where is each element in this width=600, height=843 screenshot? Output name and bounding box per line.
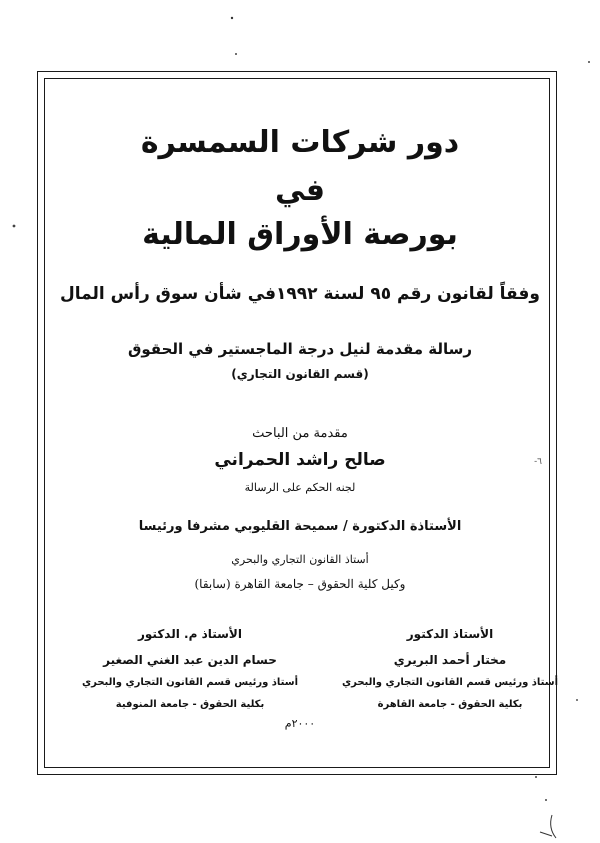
examiner-right-name: مختار أحمد البريري [393, 653, 507, 667]
examiner-left-title: الأستاذ م. الدكتور [138, 627, 242, 641]
title-line-1: دور شركات السمسرة [140, 125, 460, 160]
chair-title: أستاذ القانون التجاري والبحري [231, 553, 369, 566]
margin-mark: -٦ [534, 457, 542, 467]
examiner-left-name: حسام الدين عبد الغني الصغير [103, 653, 277, 667]
author-label: مقدمة من الباحث [252, 426, 348, 441]
examiner-left-affiliation: بكلية الحقوق - جامعة المنوفية [115, 699, 265, 710]
subtitle: وفقاً لقانون رقم ٩٥ لسنة ١٩٩٢في شأن سوق رأس المال [60, 284, 540, 304]
examiner-right-affiliation: بكلية الحقوق - جامعة القاهرة [377, 699, 523, 710]
title-line-2: في [275, 173, 325, 208]
year: ٢٠٠٠م [284, 717, 316, 730]
title-line-3: بورصة الأوراق المالية [142, 217, 458, 252]
chair-name: الأستاذة الدكتورة / سميحة القليوبي مشرفا ورئيسا [138, 519, 462, 534]
chair-role: وكيل كلية الحقوق – جامعة القاهرة (سابقا) [194, 577, 406, 591]
author-name: صالح راشد الحمراني [214, 450, 386, 470]
thesis-department: (قسم القانون التجاري) [231, 367, 369, 381]
committee-label: لجنه الحكم على الرسالة [244, 481, 356, 494]
examiner-right-title: الأستاذ الدكتور [406, 627, 494, 641]
thesis-statement: رسالة مقدمة لنيل درجة الماجستير في الحقوق [127, 340, 473, 358]
examiner-right-position: أستاذ ورئيس قسم القانون التجاري والبحري [341, 677, 559, 688]
examiner-left-position: أستاذ ورئيس قسم القانون التجاري والبحري [81, 677, 299, 688]
